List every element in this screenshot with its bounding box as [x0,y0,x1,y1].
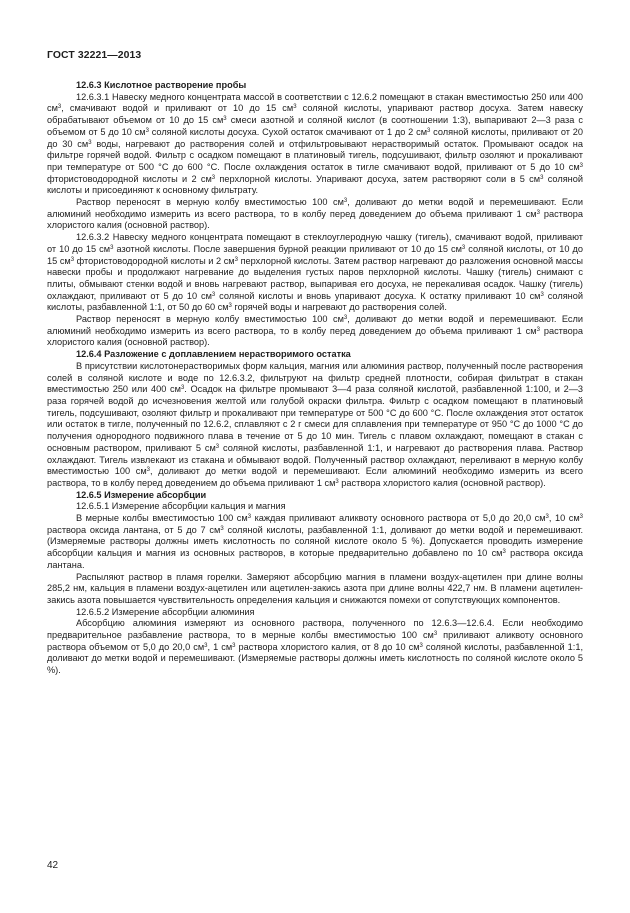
section-12-6-5-1-heading: 12.6.5.1 Измерение абсорбции кальция и магния [76,501,286,512]
para-12-6-3-1: 12.6.3.1 Навеску медного концентрата массой в соответствии с 12.6.2 помещают в стакан вместимостью 250 или 400 $см^3$, смачивают водой и приливают от 10 до 15 $см^3$ соляной кислоты, упаривают раствор досуха. Затем навеску обрабатывают объемом от 10 до 15 $см^3$ смеси азотной и соляной кислот (в соотношении 1:3), выпаривают 2—3 раза с объемом от 5 до 10 $см^3$ соляной кислоты досуха. Сухой остаток смачивают от 1 до 2 $см^3$ соляной кислоты, приливают от 20 до 30 $см^3$ воды, нагревают до растворения солей и отфильтровывают нерастворимый остаток. Промывают осадок на фильтре горячей водой. Фильтр с осадком помещают в платиновый тигель, подсушивают, фильтр озоляют и прокаливают при температуре от 500 °С до 600 °С. После охлаждения остаток в тигле смачивают водой, приливают от 5 до 10 $см^3$ фтористоводородной кислоты и 2 $см^3$ перхлорной кислоты. Упаривают досуха, затем растворяют соли в 5 $см^3$ соляной кислоты и присоединяют к основному фильтрату. [47,91,583,196]
para-transfer-1: Раствор переносят в мерную колбу вместимостью 100 $см^3$, доливают до метки водой и перемешивают. Если алюминий необходимо измерить из всего раствора, то в колбу перед доведением до объема приливают 1 $см^3$ раствора хлористого калия (основной раствор). [47,197,584,231]
para-flame: Распыляют раствор в пламя горелки. Замеряют абсорбцию магния в пламени воздух-ацетилен при длине волны 285,2 нм, кальция в пламени воздух-ацетилен или ацетилен-закись азота при длине волны 422,7 нм. В пламени ацетилен-закись азота повышается чувствительность определения кальция и снижаются помехи от сопутствующих компонентов. [47,571,583,605]
para-12-6-3-2: 12.6.3.2 Навеску медного концентрата помещают в стеклоуглеродную чашку (тигель), смачивают водой, приливают от 10 до 15 $см^3$ азотной кислоты. После завершения бурной реакции приливают от 10 до 15 $см^3$ соляной кислоты, от 10 до 15 $см^3$ фтористоводородной кислоты и 2 $см^3$ перхлорной кислоты. Затем раствор нагревают до разложения основной массы навески пробы и продолжают нагревание до выделения густых паров перхлорной кислоты. Чашку (тигель) снимают с плиты, обмывают стенки водой и вновь нагревают раствор, выпаривая его досуха, не перекаливая осадок. Чашку (тигель) охлаждают, приливают от 5 до 10 $см^3$ соляной кислоты и вновь упаривают досуха. К остатку приливают 10 $см^3$ соляной кислоты, разбавленной 1:1, от 50 до 60 $см^3$ горячей воды и нагревают до растворения солей. [47,232,583,313]
section-12-6-5-2-heading: 12.6.5.2 Измерение абсорбции алюминия [76,606,255,617]
document-body [47,80,583,677]
para-12-6-5-2: Абсорбцию алюминия измеряют из основного раствора, полученного по 12.6.3—12.6.4. Если необходимо предварительное разбавление раствора, то в мерные колбы вместимостью 100 $см^3$ приливают аликвоту основного раствора объемом от 5,0 до 20,0 $см^3$, 1 $см^3$ раствора хлористого калия, от 8 до 10 $см^3$ соляной кислоты, разбавленной 1:1, доливают до метки водой и перемешивают. (Измеряемые растворы должны иметь кислотность по соляной кислоте около 5 %). [47,618,584,676]
para-12-6-5-1: В мерные колбы вместимостью 100 $см^3$ каждая приливают аликвоту основного раствора от 5,0 до 20,0 $см^3$, 10 $см^3$ раствора оксида лантана, от 5 до 7 $см^3$ соляной кислоты, разбавленной 1:1, доливают до метки водой и перемешивают. (Измеряемые растворы должны иметь кислотность по соляной кислоте около 5 %). Допускается проводить измерение абсорбции кальция и магния из основных растворов, в которые предварительно добавлено по 10 $см^3$ раствора оксида лантана. [47,513,584,570]
document-code-header: ГОСТ 32221—2013 [47,50,142,61]
para-transfer-2: Раствор переносят в мерную колбу вместимостью 100 $см^3$, доливают до метки водой и перемешивают. Если алюминий необходимо измерить из всего раствора, то в колбу перед доведением до объема приливают 1 $см^3$ раствора хлористого калия (основной раствор). [47,314,584,348]
section-12-6-3-heading: 12.6.3 Кислотное растворение пробы [76,80,247,90]
para-12-6-4: В присутствии кислотонерастворимых форм кальция, магния или алюминия раствор, полученный после растворения солей в соляной кислоте и воде по 12.6.3.2, фильтруют на фильтр средней плотности, собирая фильтрат в стакан вместимостью 250 или 400 $см^3$. Осадок на фильтре промывают 3—4 раза соляной кислотой, разбавленной 1:100, и 2—3 раза горячей водой до исчезновения желтой или голубой окраски фильтра. Фильтр с осадком помещают в платиновый тигель, подсушивают, озоляют фильтр и прокаливают при температуре от 500 °С до 600 °С. После охлаждения этот остаток или остаток в тигле, полученный по 12.6.2, сплавляют с 2 г смеси для сплавления при температуре от 950 °С до 1000 °С до получения однородного подвижного плава в течение от 5 до 10 мин. Тигель с плавом охлаждают, помещают в стакан с основным раствором, приливают 5 $см^3$ соляной кислоты, разбавленной 1:1, и нагревают до растворения плава. Раствор охлаждают. Тигель извлекают из стакана и обмывают водой. Полученный раствор охлаждают, переливают в мерную колбу вместимостью 100 $см^3$, доливают до метки водой и перемешивают. Если алюминий необходимо измерить из всего раствора, то в колбу перед доведением до объема приливают 1 $см^3$ раствора хлористого калия (основной раствор). [47,360,584,488]
section-12-6-5-heading: 12.6.5 Измерение абсорбции [76,489,207,500]
page-number: 42 [47,860,59,871]
section-12-6-4-heading: 12.6.4 Разложение с доплавлением нерастворимого остатка [76,349,351,360]
